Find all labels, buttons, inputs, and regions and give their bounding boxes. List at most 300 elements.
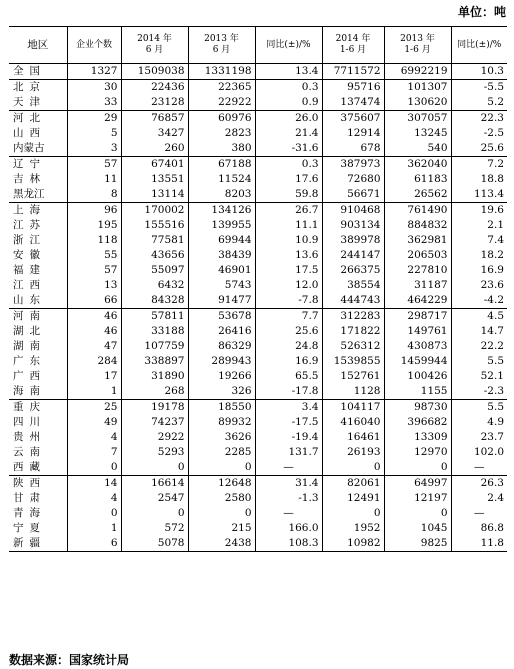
value-cell: 6992219 [384, 64, 451, 80]
value-cell: 56671 [322, 187, 384, 203]
value-cell: 12197 [384, 491, 451, 506]
value-cell: 19.6 [451, 203, 507, 219]
value-cell: 0 [322, 506, 384, 521]
value-cell: 10.9 [255, 233, 322, 248]
table-row [9, 309, 507, 325]
value-cell: -2.3 [451, 384, 507, 400]
table-row [9, 506, 507, 521]
value-cell: 170002 [121, 203, 188, 219]
region-cell: 内蒙古 [13, 142, 45, 154]
value-cell: 22365 [188, 80, 255, 96]
value-cell: 84328 [121, 293, 188, 309]
value-cell: 387973 [322, 157, 384, 173]
value-cell: 0 [188, 460, 255, 476]
value-cell: 0 [121, 460, 188, 476]
value-cell: 86329 [188, 339, 255, 354]
value-cell: 6 [67, 536, 121, 552]
value-cell: — [451, 460, 507, 476]
region-cell: 青海 [13, 507, 46, 519]
value-cell: 362981 [384, 233, 451, 248]
value-cell: 134126 [188, 203, 255, 219]
value-cell: 5.5 [451, 354, 507, 369]
region-cell: 宁夏 [13, 522, 46, 534]
value-cell: -31.6 [255, 141, 322, 157]
value-cell: 289943 [188, 354, 255, 369]
value-cell: 2547 [121, 491, 188, 506]
value-cell: 131.7 [255, 445, 322, 460]
value-cell: 0 [67, 506, 121, 521]
value-cell: 13.6 [255, 248, 322, 263]
value-cell: — [255, 506, 322, 521]
value-cell: 18.2 [451, 248, 507, 263]
value-cell: 171822 [322, 324, 384, 339]
value-cell: 98730 [384, 400, 451, 416]
value-cell: 23.6 [451, 278, 507, 293]
value-cell: 118 [67, 233, 121, 248]
value-cell: 0 [384, 506, 451, 521]
value-cell: 227810 [384, 263, 451, 278]
region-cell: 北京 [9, 80, 67, 96]
table-row [9, 430, 507, 445]
table-row [9, 476, 507, 492]
table-row [9, 126, 507, 141]
region-cell: 上海 [9, 203, 67, 219]
value-cell: 4 [67, 491, 121, 506]
value-cell: 47 [67, 339, 121, 354]
value-cell: 13.4 [255, 64, 322, 80]
value-cell: 33 [67, 95, 121, 111]
region-cell: 陕西 [9, 476, 67, 492]
table-row [9, 445, 507, 460]
value-cell: 53678 [188, 309, 255, 325]
value-cell: 9825 [384, 536, 451, 552]
value-cell: 12914 [322, 126, 384, 141]
value-cell: 22436 [121, 80, 188, 96]
value-cell: 0.3 [255, 157, 322, 173]
value-cell: 1952 [322, 521, 384, 536]
value-cell: 326 [188, 384, 255, 400]
value-cell: 678 [322, 141, 384, 157]
value-cell: 55 [67, 248, 121, 263]
value-cell: 23.7 [451, 430, 507, 445]
value-cell: 389978 [322, 233, 384, 248]
value-cell: 2285 [188, 445, 255, 460]
value-cell: 64997 [384, 476, 451, 492]
value-cell: 2580 [188, 491, 255, 506]
table-body [9, 64, 507, 552]
value-cell: 149761 [384, 324, 451, 339]
value-cell: 25.6 [255, 324, 322, 339]
value-cell: 60976 [188, 111, 255, 127]
table-row [9, 95, 507, 111]
value-cell: -19.4 [255, 430, 322, 445]
value-cell: 2823 [188, 126, 255, 141]
region-cell: 西藏 [13, 461, 46, 473]
value-cell: 1459944 [384, 354, 451, 369]
value-cell: 12491 [322, 491, 384, 506]
value-cell: 69944 [188, 233, 255, 248]
value-cell: 884832 [384, 218, 451, 233]
value-cell: 0 [67, 460, 121, 476]
region-cell: 山东 [13, 294, 46, 306]
table-row [9, 141, 507, 157]
value-cell: 57 [67, 263, 121, 278]
value-cell: 375607 [322, 111, 384, 127]
region-cell: 云南 [13, 446, 46, 458]
value-cell: 4.5 [451, 309, 507, 325]
value-cell: 16461 [322, 430, 384, 445]
region-cell: 天津 [13, 96, 46, 108]
table-row [9, 491, 507, 506]
table-row [9, 354, 507, 369]
value-cell: 46 [67, 309, 121, 325]
region-cell: 河南 [9, 309, 67, 325]
value-cell: 2.1 [451, 218, 507, 233]
value-cell: 108.3 [255, 536, 322, 552]
region-cell: 安徽 [13, 249, 46, 261]
value-cell: 1539855 [322, 354, 384, 369]
value-cell: 43656 [121, 248, 188, 263]
value-cell: 86.8 [451, 521, 507, 536]
header-cell: 企业个数 [67, 27, 121, 64]
region-cell: 浙江 [13, 234, 46, 246]
value-cell: 13309 [384, 430, 451, 445]
table-row [9, 293, 507, 309]
value-cell: 89932 [188, 415, 255, 430]
value-cell: 10982 [322, 536, 384, 552]
value-cell: 26.7 [255, 203, 322, 219]
value-cell: 166.0 [255, 521, 322, 536]
value-cell: 95716 [322, 80, 384, 96]
value-cell: 14 [67, 476, 121, 492]
value-cell: 206503 [384, 248, 451, 263]
value-cell: 0 [121, 506, 188, 521]
region-cell: 江西 [13, 279, 46, 291]
value-cell: 3 [67, 141, 121, 157]
value-cell: 18.8 [451, 172, 507, 187]
value-cell: 284 [67, 354, 121, 369]
value-cell: 7711572 [322, 64, 384, 80]
value-cell: 113.4 [451, 187, 507, 203]
value-cell: 572 [121, 521, 188, 536]
value-cell: 307057 [384, 111, 451, 127]
region-cell: 河北 [9, 111, 67, 127]
value-cell: 17 [67, 369, 121, 384]
value-cell: 8203 [188, 187, 255, 203]
header-cell: 2013 年 6 月 [188, 27, 255, 64]
value-cell: 761490 [384, 203, 451, 219]
value-cell: 430873 [384, 339, 451, 354]
value-cell: 266375 [322, 263, 384, 278]
value-cell: 25 [67, 400, 121, 416]
value-cell: 14.7 [451, 324, 507, 339]
value-cell: 16.9 [255, 354, 322, 369]
value-cell: 24.8 [255, 339, 322, 354]
region-cell: 四川 [13, 416, 46, 428]
value-cell: 268 [121, 384, 188, 400]
region-cell: 江苏 [13, 219, 46, 231]
value-cell: 55097 [121, 263, 188, 278]
value-cell: 1 [67, 521, 121, 536]
value-cell: 18550 [188, 400, 255, 416]
value-cell: 19178 [121, 400, 188, 416]
value-cell: 5.2 [451, 95, 507, 111]
value-cell: 26416 [188, 324, 255, 339]
value-cell: 4 [67, 430, 121, 445]
value-cell: 5.5 [451, 400, 507, 416]
value-cell: 11524 [188, 172, 255, 187]
value-cell: 1327 [67, 64, 121, 80]
value-cell: 52.1 [451, 369, 507, 384]
region-cell: 黑龙江 [13, 188, 45, 200]
value-cell: 13245 [384, 126, 451, 141]
value-cell: — [451, 506, 507, 521]
table-row [9, 324, 507, 339]
value-cell: 2438 [188, 536, 255, 552]
value-cell: 130620 [384, 95, 451, 111]
value-cell: 195 [67, 218, 121, 233]
value-cell: -4.2 [451, 293, 507, 309]
value-cell: 139955 [188, 218, 255, 233]
value-cell: 215 [188, 521, 255, 536]
value-cell: 11.1 [255, 218, 322, 233]
header-cell: 2013 年 1-6 月 [384, 27, 451, 64]
value-cell: 1045 [384, 521, 451, 536]
value-cell: 17.6 [255, 172, 322, 187]
value-cell: 11.8 [451, 536, 507, 552]
table-row [9, 369, 507, 384]
value-cell: 66 [67, 293, 121, 309]
unit-label: 单位：吨 [457, 5, 506, 19]
value-cell: 49 [67, 415, 121, 430]
value-cell: -17.8 [255, 384, 322, 400]
table-row [9, 111, 507, 127]
value-cell: -5.5 [451, 80, 507, 96]
value-cell: 362040 [384, 157, 451, 173]
value-cell: 526312 [322, 339, 384, 354]
table-row [9, 384, 507, 400]
region-cell: 重庆 [9, 400, 67, 416]
header-cell: 2014 年 1-6 月 [322, 27, 384, 64]
value-cell: 3427 [121, 126, 188, 141]
value-cell: 2.4 [451, 491, 507, 506]
region-cell: 全国 [13, 65, 46, 77]
value-cell: 26.0 [255, 111, 322, 127]
value-cell: 137474 [322, 95, 384, 111]
value-cell: -7.8 [255, 293, 322, 309]
value-cell: 13114 [121, 187, 188, 203]
region-cell: 福建 [13, 264, 46, 276]
region-cell: 吉林 [13, 173, 46, 185]
value-cell: 0 [322, 460, 384, 476]
value-cell: 10.3 [451, 64, 507, 80]
value-cell: 102.0 [451, 445, 507, 460]
value-cell: 0 [188, 506, 255, 521]
value-cell: 5 [67, 126, 121, 141]
value-cell: 7.2 [451, 157, 507, 173]
value-cell: 17.5 [255, 263, 322, 278]
table-row [9, 80, 507, 96]
value-cell: 7.4 [451, 233, 507, 248]
value-cell: 338897 [121, 354, 188, 369]
table-row [9, 64, 507, 80]
table-row [9, 278, 507, 293]
table-row [9, 536, 507, 552]
value-cell: 101307 [384, 80, 451, 96]
table-row [9, 400, 507, 416]
value-cell: 57811 [121, 309, 188, 325]
value-cell: 19266 [188, 369, 255, 384]
value-cell: 31890 [121, 369, 188, 384]
value-cell: 25.6 [451, 141, 507, 157]
header-cell: 2014 年 6 月 [121, 27, 188, 64]
value-cell: 77581 [121, 233, 188, 248]
value-cell: 0 [384, 460, 451, 476]
table-row [9, 248, 507, 263]
value-cell: -1.3 [255, 491, 322, 506]
value-cell: 13 [67, 278, 121, 293]
value-cell: 59.8 [255, 187, 322, 203]
value-cell: 1509038 [121, 64, 188, 80]
value-cell: 23128 [121, 95, 188, 111]
value-cell: -17.5 [255, 415, 322, 430]
value-cell: 76857 [121, 111, 188, 127]
value-cell: 22922 [188, 95, 255, 111]
value-cell: 0.9 [255, 95, 322, 111]
table-row [9, 233, 507, 248]
value-cell: 312283 [322, 309, 384, 325]
value-cell: 298717 [384, 309, 451, 325]
table-row [9, 521, 507, 536]
value-cell: 74237 [121, 415, 188, 430]
value-cell: 416040 [322, 415, 384, 430]
value-cell: 26.3 [451, 476, 507, 492]
value-cell: 107759 [121, 339, 188, 354]
value-cell: 5078 [121, 536, 188, 552]
value-cell: 396682 [384, 415, 451, 430]
value-cell: 29 [67, 111, 121, 127]
header-cell: 地区 [9, 27, 67, 64]
header-cell: 同比(±)/% [451, 27, 507, 64]
value-cell: — [255, 460, 322, 476]
value-cell: 16.9 [451, 263, 507, 278]
value-cell: 1128 [322, 384, 384, 400]
region-cell: 辽宁 [9, 157, 67, 173]
value-cell: 38554 [322, 278, 384, 293]
region-cell: 新疆 [9, 536, 67, 552]
value-cell: 903134 [322, 218, 384, 233]
value-cell: 16614 [121, 476, 188, 492]
value-cell: 21.4 [255, 126, 322, 141]
value-cell: 1155 [384, 384, 451, 400]
table-row [9, 339, 507, 354]
table-row [9, 203, 507, 219]
value-cell: 1 [67, 384, 121, 400]
region-cell: 海南 [13, 385, 46, 397]
value-cell: 244147 [322, 248, 384, 263]
value-cell: 100426 [384, 369, 451, 384]
value-cell: 540 [384, 141, 451, 157]
value-cell: 26562 [384, 187, 451, 203]
value-cell: 5743 [188, 278, 255, 293]
value-cell: 380 [188, 141, 255, 157]
value-cell: 2922 [121, 430, 188, 445]
value-cell: 31.4 [255, 476, 322, 492]
value-cell: 4.9 [451, 415, 507, 430]
data-source: 数据来源：国家统计局 [9, 653, 130, 667]
value-cell: 72680 [322, 172, 384, 187]
region-cell: 山西 [13, 127, 46, 139]
header-cell: 同比(±)/% [255, 27, 322, 64]
value-cell: 65.5 [255, 369, 322, 384]
region-cell: 湖北 [13, 325, 46, 337]
value-cell: 22.2 [451, 339, 507, 354]
value-cell: 46 [67, 324, 121, 339]
value-cell: 155516 [121, 218, 188, 233]
value-cell: 96 [67, 203, 121, 219]
value-cell: -2.5 [451, 126, 507, 141]
table-row [9, 263, 507, 278]
value-cell: 8 [67, 187, 121, 203]
value-cell: 38439 [188, 248, 255, 263]
region-cell: 湖南 [13, 340, 46, 352]
value-cell: 104117 [322, 400, 384, 416]
table-row [9, 415, 507, 430]
value-cell: 260 [121, 141, 188, 157]
value-cell: 3.4 [255, 400, 322, 416]
value-cell: 12648 [188, 476, 255, 492]
table-row [9, 157, 507, 173]
table-row [9, 187, 507, 203]
region-cell: 广西 [13, 370, 46, 382]
production-table [9, 26, 507, 552]
value-cell: 26193 [322, 445, 384, 460]
value-cell: 12.0 [255, 278, 322, 293]
value-cell: 31187 [384, 278, 451, 293]
value-cell: 464229 [384, 293, 451, 309]
value-cell: 12970 [384, 445, 451, 460]
value-cell: 0.3 [255, 80, 322, 96]
value-cell: 444743 [322, 293, 384, 309]
value-cell: 33188 [121, 324, 188, 339]
value-cell: 1331198 [188, 64, 255, 80]
value-cell: 91477 [188, 293, 255, 309]
value-cell: 7 [67, 445, 121, 460]
region-cell: 甘肃 [13, 492, 46, 504]
value-cell: 11 [67, 172, 121, 187]
value-cell: 67401 [121, 157, 188, 173]
region-cell: 广东 [13, 355, 46, 367]
value-cell: 5293 [121, 445, 188, 460]
value-cell: 46901 [188, 263, 255, 278]
value-cell: 61183 [384, 172, 451, 187]
value-cell: 13551 [121, 172, 188, 187]
region-cell: 贵州 [13, 431, 46, 443]
value-cell: 7.7 [255, 309, 322, 325]
value-cell: 6432 [121, 278, 188, 293]
value-cell: 67188 [188, 157, 255, 173]
value-cell: 22.3 [451, 111, 507, 127]
table-row [9, 172, 507, 187]
table-row [9, 460, 507, 476]
value-cell: 152761 [322, 369, 384, 384]
header-row [9, 27, 507, 64]
value-cell: 30 [67, 80, 121, 96]
value-cell: 82061 [322, 476, 384, 492]
value-cell: 57 [67, 157, 121, 173]
value-cell: 910468 [322, 203, 384, 219]
table-row [9, 218, 507, 233]
